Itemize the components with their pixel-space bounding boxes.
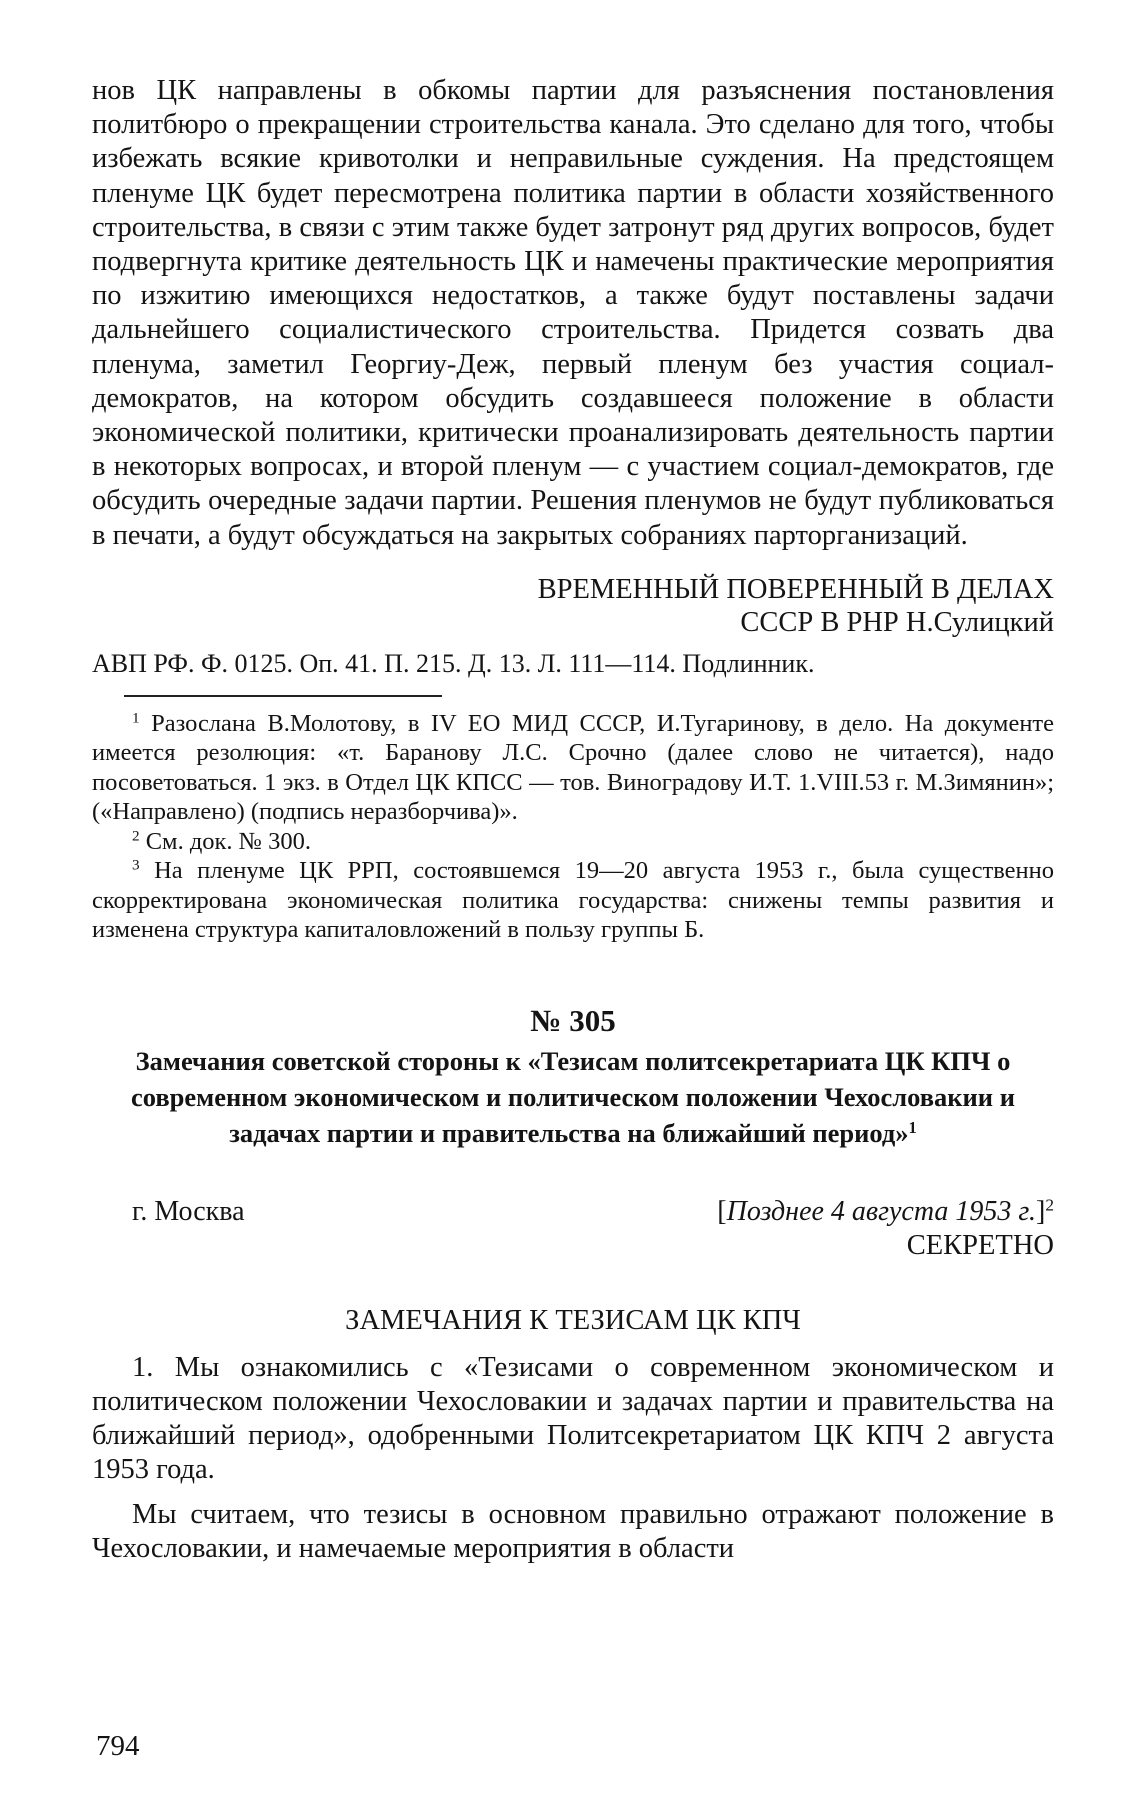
footnote-divider xyxy=(124,695,442,697)
footnote-mark: 3 xyxy=(132,857,140,874)
footnote-3 xyxy=(92,856,1054,945)
document-title-mark: 1 xyxy=(908,1117,917,1137)
date-text: Позднее 4 августа 1953 г. xyxy=(726,1195,1036,1227)
signature-title: ВРЕМЕННЫЙ ПОВЕРЕННЫЙ В ДЕЛАХ xyxy=(537,573,1054,605)
letter-body-paragraph: нов ЦК направлены в обкомы партии для разъяснения постановления политбюро о прекращении строительства канала. Это сделано для того, чтобы избежать всякие кривотолки и неправильные суждения. На предстоящем пленуме ЦК будет пересмотрена политика партии в области хозяйственного строительства, в связи с этим также будет затронут ряд других вопросов, будет подвергнута критике деятельность ЦК и намечены практические мероприятия по изжитию имеющихся недостатков, а также будут поставлены задачи дальнейшего социалистического строительства. Придется созвать два пленума, заметил Георгиу-Деж, первый пленум без участия социал-демократов, на котором обсудить создавшееся положение в области экономической политики, критически проанализировать деятельность партии в некоторых вопросах, и второй пленум — с участием социал-демократов, где обсудить очередные задачи партии. Решения пленумов не будут публиковаться в печати, а будут обсуждаться на закрытых собраниях парторганизаций. xyxy=(92,75,1054,551)
signature-name: СССР В РНР Н.Сулицкий xyxy=(740,606,1054,638)
document-title-text: Замечания советской стороны к «Тезисам политсекретариата ЦК КПЧ о современном экономическом и политическом положении Чехословакии и задачах партии и правительства на ближайший период» xyxy=(131,1045,1015,1148)
footnote-text: См. док. № 300. xyxy=(145,827,312,855)
body-paragraph-2: Мы считаем, что тезисы в основном правильно отражают положение в Чехословакии, и намечаемые мероприятия в области xyxy=(92,1498,1054,1564)
body-paragraph-1: 1. Мы ознакомились с «Тезисами о современном экономическом и политическом положении Чехословакии и задачах партии и правительства на ближайший период», одобренными Политсекретариатом ЦК КПЧ 2 августа 1953 года. xyxy=(92,1351,1054,1486)
archive-reference: АВП РФ. Ф. 0125. Оп. 41. П. 215. Д. 13. Л. 111—114. Подлинник. xyxy=(92,648,815,678)
signature-block xyxy=(92,573,1054,639)
section-heading: ЗАМЕЧАНИЯ К ТЕЗИСАМ ЦК КПЧ xyxy=(345,1304,801,1336)
date-bracket-open: [ xyxy=(717,1195,727,1227)
document-title xyxy=(112,1043,1034,1151)
page-number: 794 xyxy=(96,1730,140,1762)
document-place: г. Москва xyxy=(132,1195,245,1227)
date-mark: 2 xyxy=(1045,1195,1054,1215)
footnote-text: Разослана В.Молотову, в IV ЕО МИД СССР, И.Тугаринову, в дело. На документе имеется резолюция: «т. Баранову Л.С. Срочно (далее слово не читается), надо посоветоваться. 1 экз. в Отдел ЦК КПСС — тов. Виноградову И.Т. 1.VIII.53 г. М.Зимянин»; («Направлено) (подпись неразборчива)». xyxy=(92,709,1055,826)
document-meta xyxy=(92,1195,1054,1229)
footnote-text: На пленуме ЦК РРП, состоявшемся 19—20 августа 1953 г., была существенно скорректирована экономическая политика государства: снижены темпы развития и изменена структура капиталовложений в пользу группы Б. xyxy=(92,857,1054,944)
footnote-mark: 2 xyxy=(132,827,140,845)
footnote-2 xyxy=(92,827,1054,857)
footnotes xyxy=(92,709,1054,945)
footnote-mark: 1 xyxy=(132,709,140,727)
document-date xyxy=(717,1195,1054,1229)
classification-stamp: СЕКРЕТНО xyxy=(906,1229,1054,1261)
footnote-1 xyxy=(92,709,1054,827)
page-content xyxy=(92,74,1054,1566)
document-number: № 305 xyxy=(530,1002,616,1038)
date-bracket-close: ] xyxy=(1035,1195,1046,1227)
